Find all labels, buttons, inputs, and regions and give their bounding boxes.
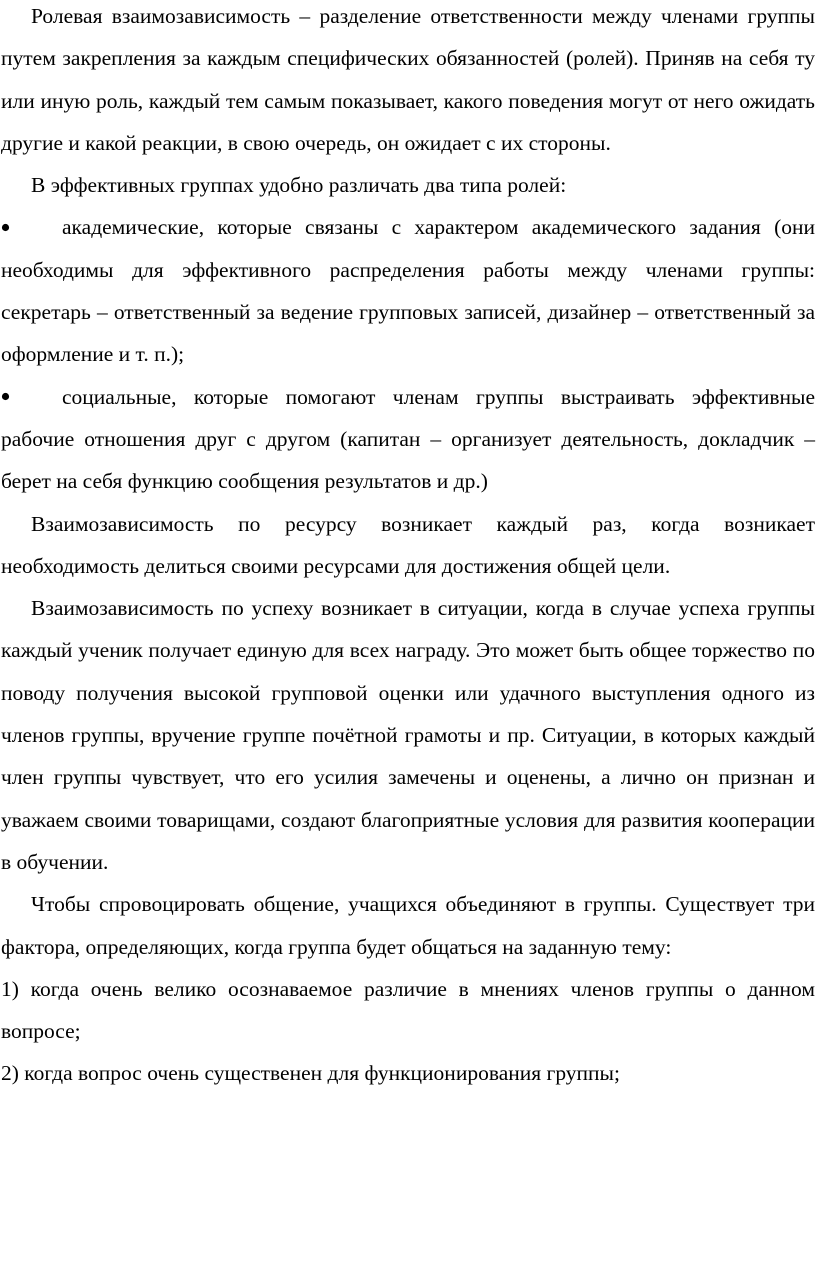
bullet-dot-icon	[1, 206, 62, 248]
bullet-dot-icon	[1, 376, 62, 418]
paragraph-success-interdependence: Взаимозависимость по успеху возникает в ситуации, когда в случае успеха группы каждый ученик получает единую для всех награду. Это может быть общее торжество по поводу получения высокой групповой оценки или удачного выступления одного из членов группы, вручение группе почётной грамоты и пр. Ситуации, в которых каждый член группы чувствует, что его усилия замечены и оценены, а лично он признан и уважаем своими товарищами, создают благоприятные условия для развития кооперации в обучении.	[1, 596, 815, 874]
bullet-text: академические, которые связаны с характером академического задания (они необходимы для эффективного распределения работы между членами группы: секретарь – ответственный за ведение групповых записей, дизайнер – ответственный за оформление и т. п.);	[1, 215, 815, 367]
numbered-item-2: 2) когда вопрос очень существенен для функционирования группы;	[1, 1061, 620, 1086]
bullet-text: социальные, которые помогают членам группы выстраивать эффективные рабочие отношения друг с другом (капитан – организует деятельность, докладчик – берет на себя функцию сообщения результатов и др.)	[1, 384, 815, 494]
paragraph-communication-groups: Чтобы спровоцировать общение, учащихся объединяют в группы. Существует три фактора, определяющих, когда группа будет общаться на заданную тему:	[1, 892, 815, 959]
paragraph-role-types-intro: В эффективных группах удобно различать два типа ролей:	[31, 173, 567, 198]
paragraph-role-interdependence: Ролевая взаимозависимость – разделение ответственности между членами группы путем закрепления за каждым специфических обязанностей (ролей). Приняв на себя ту или иную роль, каждый тем самым показывает, какого поведения могут от него ожидать другие и какой реакции, в свою очередь, он ожидает с их стороны.	[1, 4, 815, 155]
paragraph-resource-interdependence: Взаимозависимость по ресурсу возникает каждый раз, когда возникает необходимость делиться своими ресурсами для достижения общей цели.	[1, 511, 815, 578]
numbered-item-1: 1) когда очень велико осознаваемое различие в мнениях членов группы о данном вопросе;	[1, 976, 815, 1044]
bullet-item-academic-roles	[1, 206, 815, 375]
bullet-item-social-roles	[1, 376, 815, 503]
